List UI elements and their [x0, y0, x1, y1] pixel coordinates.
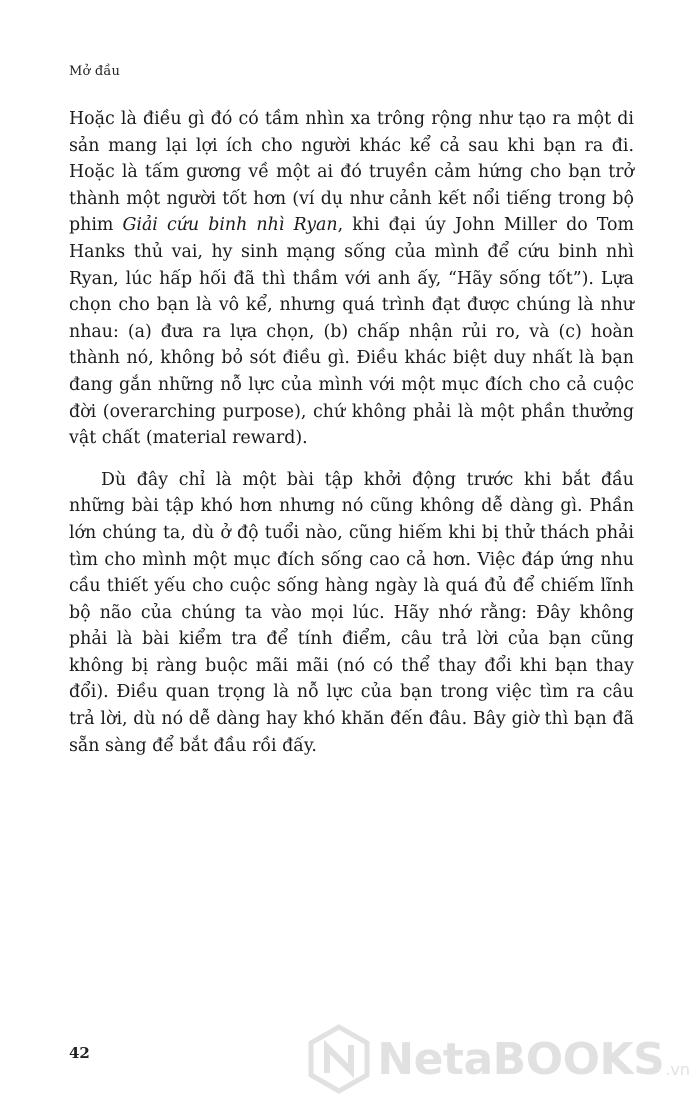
watermark-suffix: .vn	[665, 1060, 690, 1079]
body-text	[69, 106, 634, 759]
paragraph-1	[69, 106, 634, 452]
paragraph-1-part-a: Hoặc là điều gì đó có tầm nhìn xa trông rộng như tạo ra một di sản mang lại lợi ích cho người khác kể cả sau khi bạn ra đi. Hoặc là tấm gương về một ai đó truyền cảm hứng cho bạn trở thành một người tốt hơn (ví dụ như cảnh kết nổi tiếng trong bộ phim	[69, 109, 634, 236]
film-title: Giải cứu binh nhì Ryan	[122, 215, 338, 236]
page-number: 42	[69, 1044, 90, 1062]
netabooks-logo-icon	[307, 1023, 371, 1095]
running-head: Mở đầu	[69, 64, 121, 79]
paragraph-1-part-b: , khi đại úy John Miller do Tom Hanks thủ vai, hy sinh mạng sống của mình để cứu binh nhì Ryan, lúc hấp hối đã thì thầm với anh ấy, “Hãy sống tốt”). Lựa chọn cho bạn là vô kể, nhưng quá trình đạt được chúng là như nhau: (a) đưa ra lựa chọn, (b) chấp nhận rủi ro, và (c) hoàn thành nó, không bỏ sót điều gì. Điều khác biệt duy nhất là bạn đang gắn những nỗ lực của mình với một mục đích cho cả cuộc đời (overarching purpose), chứ không phải là một phần thưởng vật chất (material reward).	[69, 215, 634, 449]
paragraph-2: Dù đây chỉ là một bài tập khởi động trước khi bắt đầu những bài tập khó hơn nhưng nó cũng không dễ dàng gì. Phần lớn chúng ta, dù ở độ tuổi nào, cũng hiếm khi bị thử thách phải tìm cho mình một mục đích sống cao cả hơn. Việc đáp ứng nhu cầu thiết yếu cho cuộc sống hàng ngày là quá đủ để chiếm lĩnh bộ não của chúng ta vào mọi lúc. Hãy nhớ rằng: Đây không phải là bài kiểm tra để tính điểm, câu trả lời của bạn cũng không bị ràng buộc mãi mãi (nó có thể thay đổi khi bạn thay đổi). Điều quan trọng là nỗ lực của bạn trong việc tìm ra câu trả lời, dù nó dễ dàng hay khó khăn đến đâu. Bây giờ thì bạn đã sẵn sàng để bắt đầu rồi đấy.	[69, 469, 634, 756]
watermark	[307, 1019, 690, 1099]
watermark-brand: NetaBOOKS	[377, 1033, 665, 1085]
